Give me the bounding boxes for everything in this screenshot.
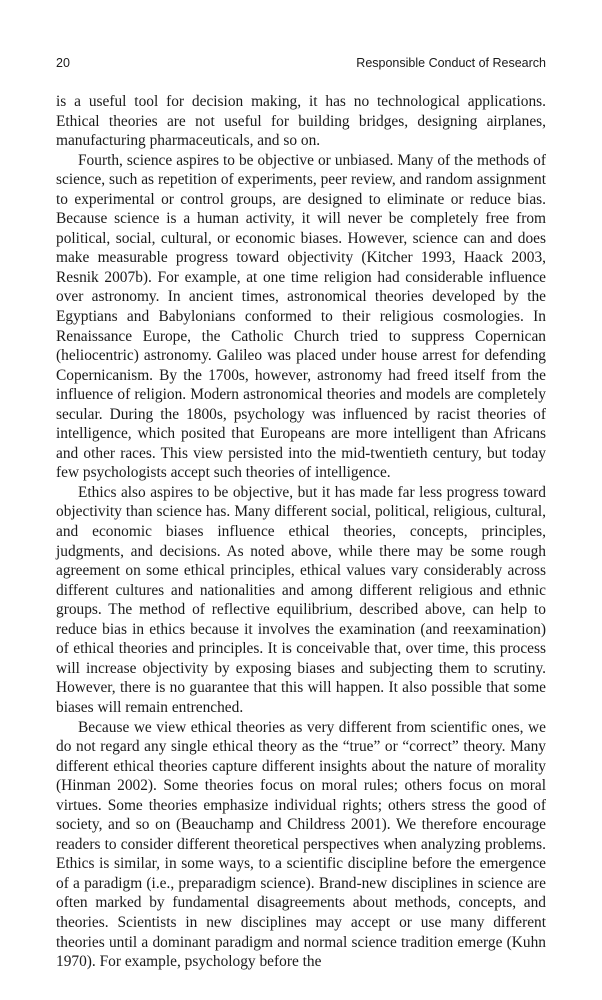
running-head [56,53,546,73]
paragraph-ethics-objectivity: Ethics also aspires to be objective, but it has made far less progress toward objectivity than science has. Many different social, political, religious, cultural, and economic biases influence ethical theories, concepts, principles, judgments, and decisions. As noted above, while there may be some rough agreement on some ethical principles, ethical values vary considerably across different cultures and nationalities and among different religious and ethnic groups. The method of reflective equilibrium, described above, can help to reduce bias in ethics because it involves the examination (and reexamination) of ethical theories and principles. It is conceivable that, over time, this process will increase objectivity by exposing biases and subjecting them to scrutiny. However, there is no guarantee that this will happen. It also possible that some biases will remain entrenched. [56,483,546,716]
paragraph-science-objectivity: Fourth, science aspires to be objective or unbiased. Many of the methods of science, such as repetition of experiments, peer review, and random assignment to experimental or control groups, are designed to eliminate or reduce bias. Because science is a human activity, it will never be completely free from political, social, cultural, or economic biases. However, science can and does make measurable progress toward objectivity (Kitcher 1993, Haack 2003, Resnik 2007b). For example, at one time religion had considerable influence over astronomy. In ancient times, astronomical theories developed by the Egyptians and Babylonians conformed to their religious cosmologies. In Renaissance Europe, the Catholic Church tried to suppress Copernican (heliocentric) astronomy. Galileo was placed under house arrest for defending Copernicanism. By the 1700s, however, astronomy had freed itself from the influence of religion. Modern astronomical theories and models are completely secular. During the 1800s, psychology was influenced by racist theories of intelligence, which posited that Europeans are more intelligent than Africans and other races. This view persisted into the mid-twentieth century, but today few psychologists accept such theories of intelligence. [56,151,546,482]
body-text [56,92,546,972]
paragraph-continued: is a useful tool for decision making, it has no technological applications. Ethical theories are not useful for building bridges, designing airplanes, manufacturing pharmaceuticals, and so on. [56,93,546,150]
running-title: Responsible Conduct of Research [356,56,546,70]
paragraph-ethical-theories: Because we view ethical theories as very different from scientific ones, we do not regard any single ethical theory as the “true” or “correct” theory. Many different ethical theories capture different insights about the nature of morality (Hinman 2002). Some theories focus on moral rules; others focus on moral virtues. Some theories emphasize individual rights; others stress the good of society, and so on (Beauchamp and Childress 2001). We therefore encourage readers to consider different theoretical perspectives when analyzing problems. Ethics is similar, in some ways, to a scientific discipline before the emergence of a paradigm (i.e., preparadigm science). Brand-new disciplines in science are often marked by fundamental disagreements about methods, concepts, and theories. Scientists in new disciplines may accept or use many different theories until a dominant paradigm and normal science tradition emerge (Kuhn 1970). For example, psychology before the [56,718,546,971]
page-number: 20 [56,56,70,70]
book-page [56,0,546,1000]
